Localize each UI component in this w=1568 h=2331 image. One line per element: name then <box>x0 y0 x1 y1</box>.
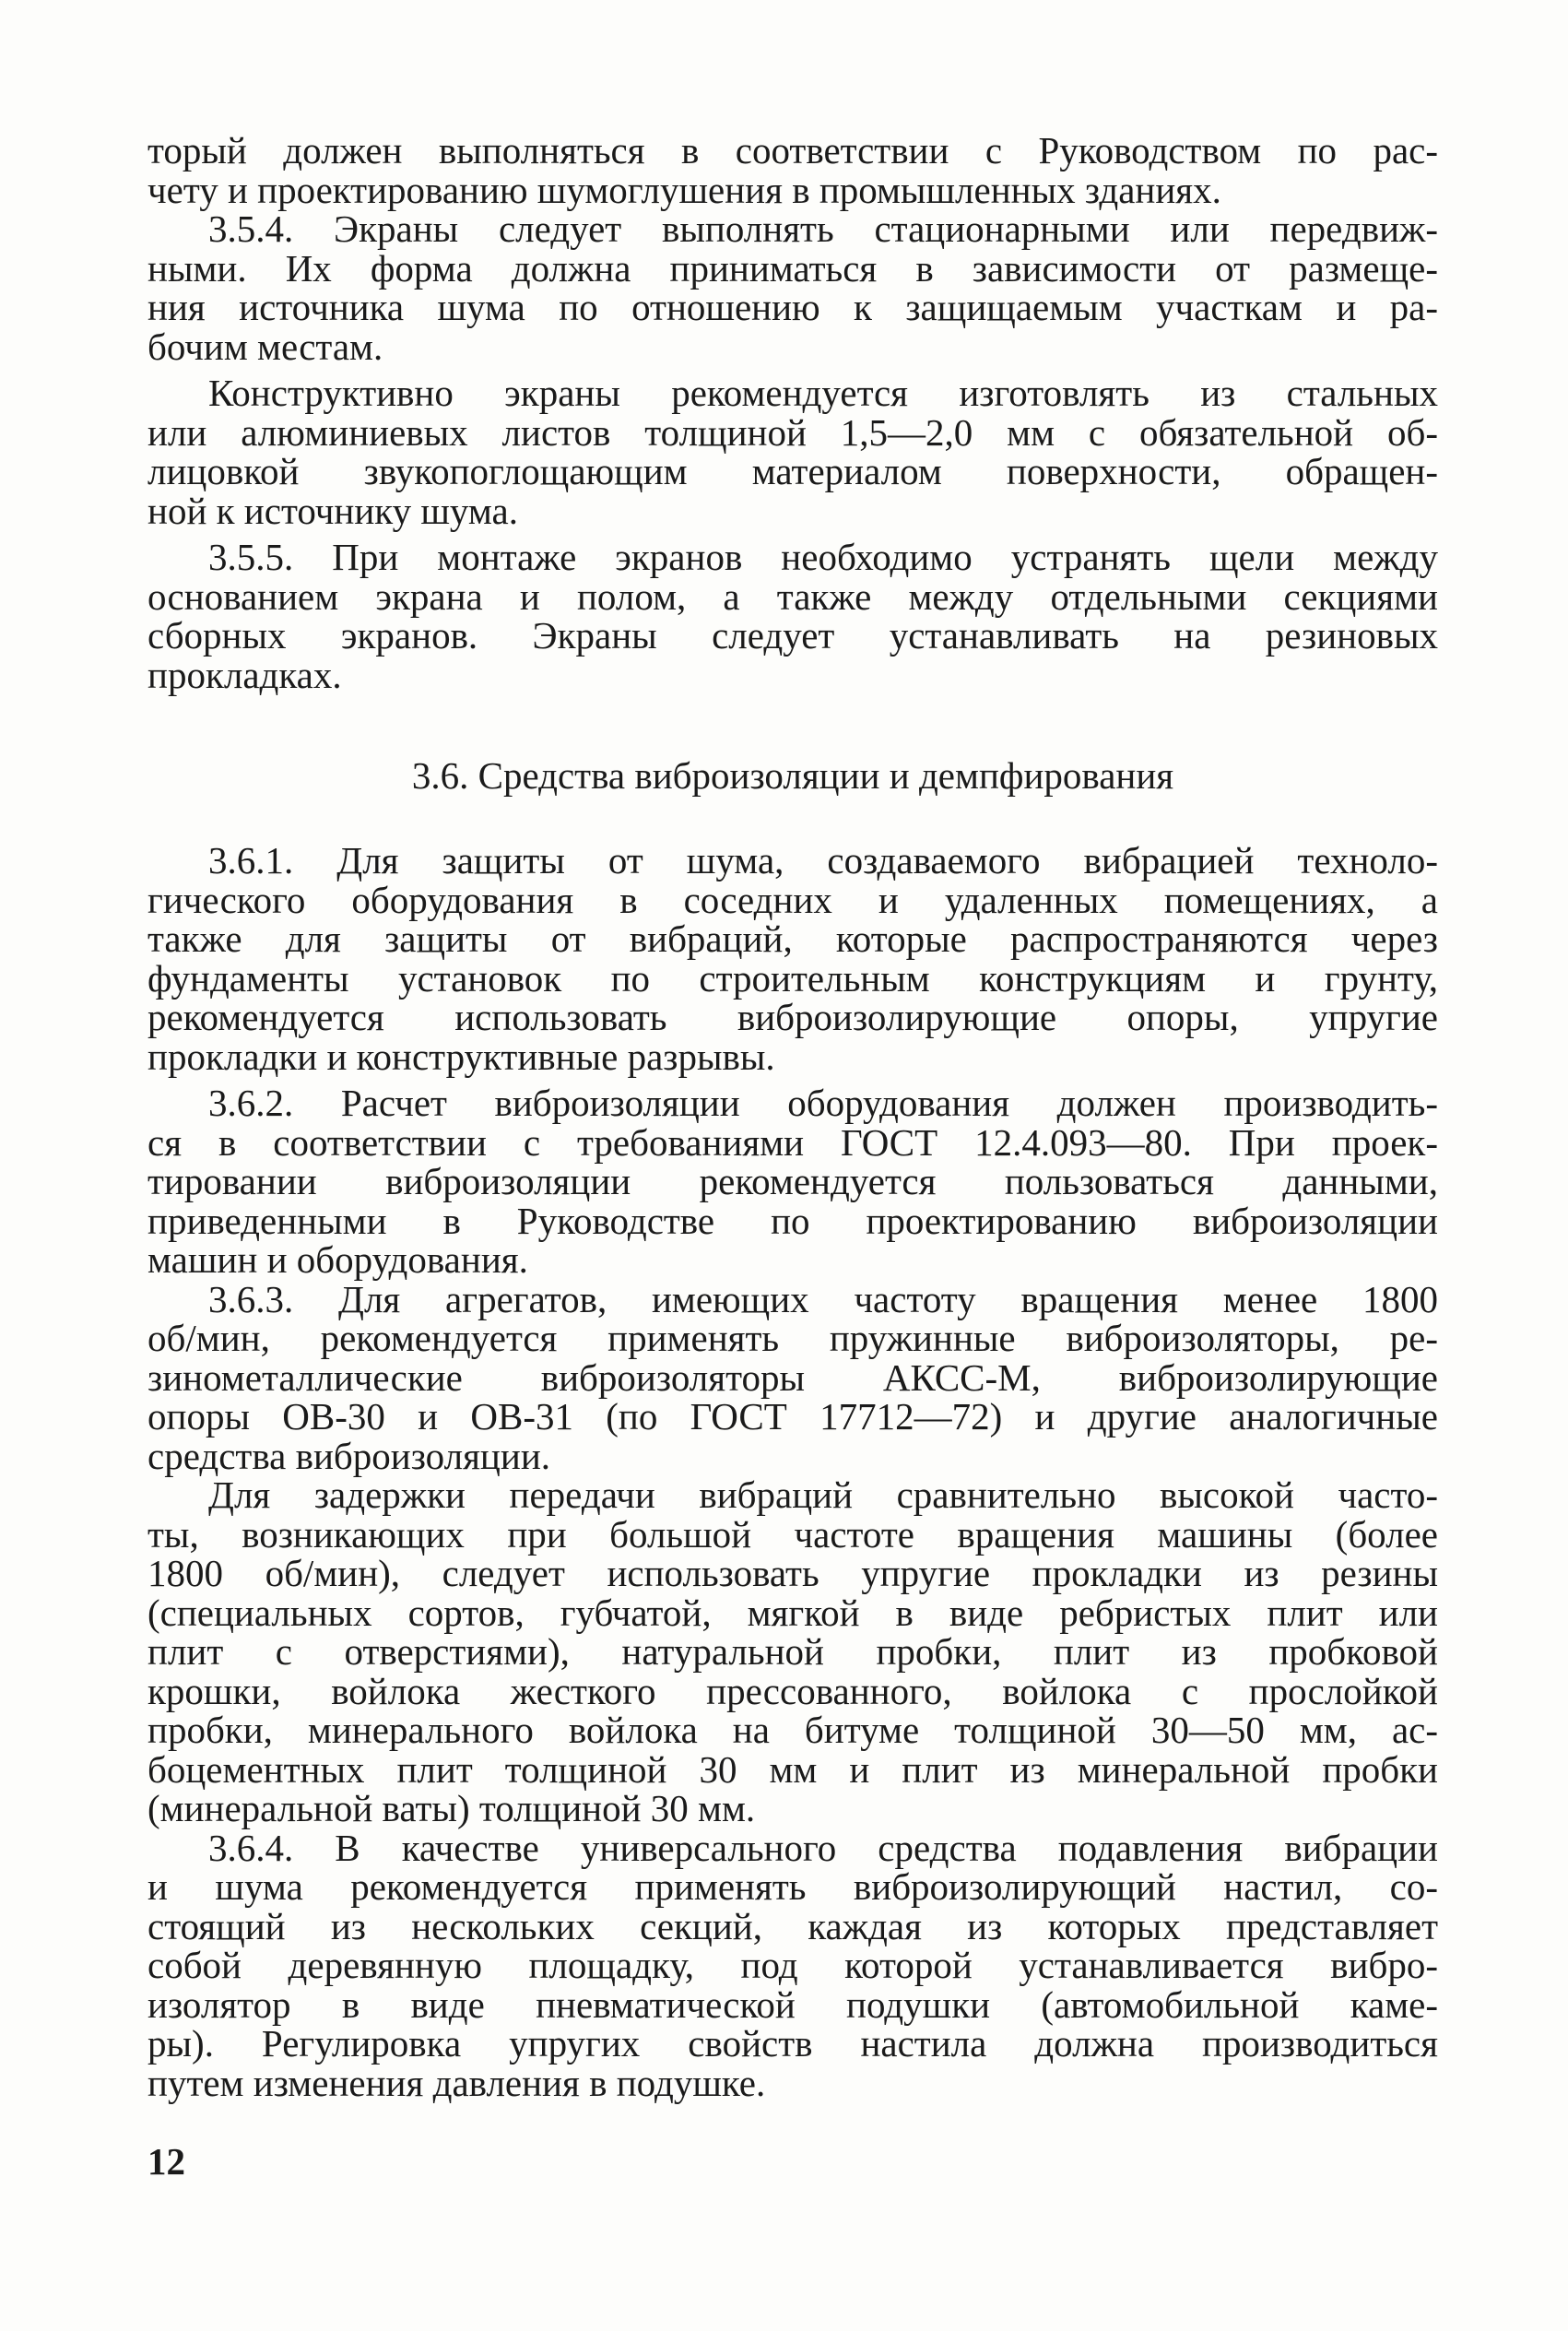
section-3-6-text <box>147 841 1438 2102</box>
page-number: 12 <box>147 2140 185 2183</box>
paragraph-continuation: торый должен выполняться в соответствии с Руководством по рас- чету и проектированию шумоглушения в промышленных зданиях. <box>147 129 1438 211</box>
paragraph-3-6-3: 3.6.3. Для агрегатов, имеющих частоту вращения менее 1800 об/мин, рекомендуется применять пружинные виброизоляторы, ре- зинометаллические виброизоляторы АКСС-М, виброизолирующие опоры ОВ-30 и ОВ-31 (по ГОСТ 17712—72) и другие аналогичные средства виброизоляции. <box>147 1277 1438 1477</box>
section-heading-3-6: 3.6. Средства виброизоляции и демпфирования <box>411 754 1174 797</box>
paragraph-3-6-2: 3.6.2. Расчет виброизоляции оборудования должен производить- ся в соответствии с требованиями ГОСТ 12.4.093—80. При проек- тировании виброизоляции рекомендуется пользоваться данными, приведенными в Руководстве по проектированию виброизоляции машин и оборудования. <box>147 1082 1438 1281</box>
section-3-5-text <box>147 131 1438 694</box>
paragraph-3-6-4: 3.6.4. В качестве универсального средства подавления вибрации и шума рекомендуется применять виброизолирующий настил, со- стоящий из нескольких секций, каждая из которых представляет собой деревянную площадку, под которой устанавливается вибро- изолятор в виде пневматической подушки (автомобильной каме- ры). Регулировка упругих свойств настила должна производиться путем изменения давления в подушке. <box>147 1826 1438 2104</box>
paragraph-3-5-4-construction: Конструктивно экраны рекомендуется изготовлять из стальных или алюминиевых листов толщиной 1,5—2,0 мм с обязательной об- лицовкой звукопоглощающим материалом поверхности, обращен- ной к источнику шума. <box>147 372 1438 532</box>
paragraph-3-5-4: 3.5.4. Экраны следует выполнять стационарными или передвиж- ными. Их форма должна приниматься в зависимости от размеще- ния источника шума по отношению к защищаемым участкам и ра- бочим местам. <box>147 207 1438 368</box>
paragraph-3-5-5: 3.5.5. При монтаже экранов необходимо устранять щели между основанием экрана и полом, а также между отдельными секциями сборных экранов. Экраны следует устанавливать на резиновых прокладках. <box>147 536 1438 696</box>
paragraph-3-6-1: 3.6.1. Для защиты от шума, создаваемого вибрацией техноло- гического оборудования в соседних и удаленных помещениях, а также для защиты от вибраций, которые распространяются через фундаменты установок по строительным конструкциям и грунту, рекомендуется использовать виброизолирующие опоры, упругие прокладки и конструктивные разрывы. <box>147 839 1438 1078</box>
paragraph-3-6-3-high-frequency: Для задержки передачи вибраций сравнительно высокой часто- ты, возникающих при большой частоте вращения машины (более 1800 об/мин), следует использовать упругие прокладки из резины (специальных сортов, губчатой, мягкой в виде ребристых плит или плит с отверстиями), натуральной пробки, плит из пробковой крошки, войлока жесткого прессованного, войлока с прослойкой пробки, минерального войлока на битуме толщиной 30—50 мм, ас- боцементных плит толщиной 30 мм и плит из минеральной пробки (минеральной ваты) толщиной 30 мм. <box>147 1473 1438 1829</box>
